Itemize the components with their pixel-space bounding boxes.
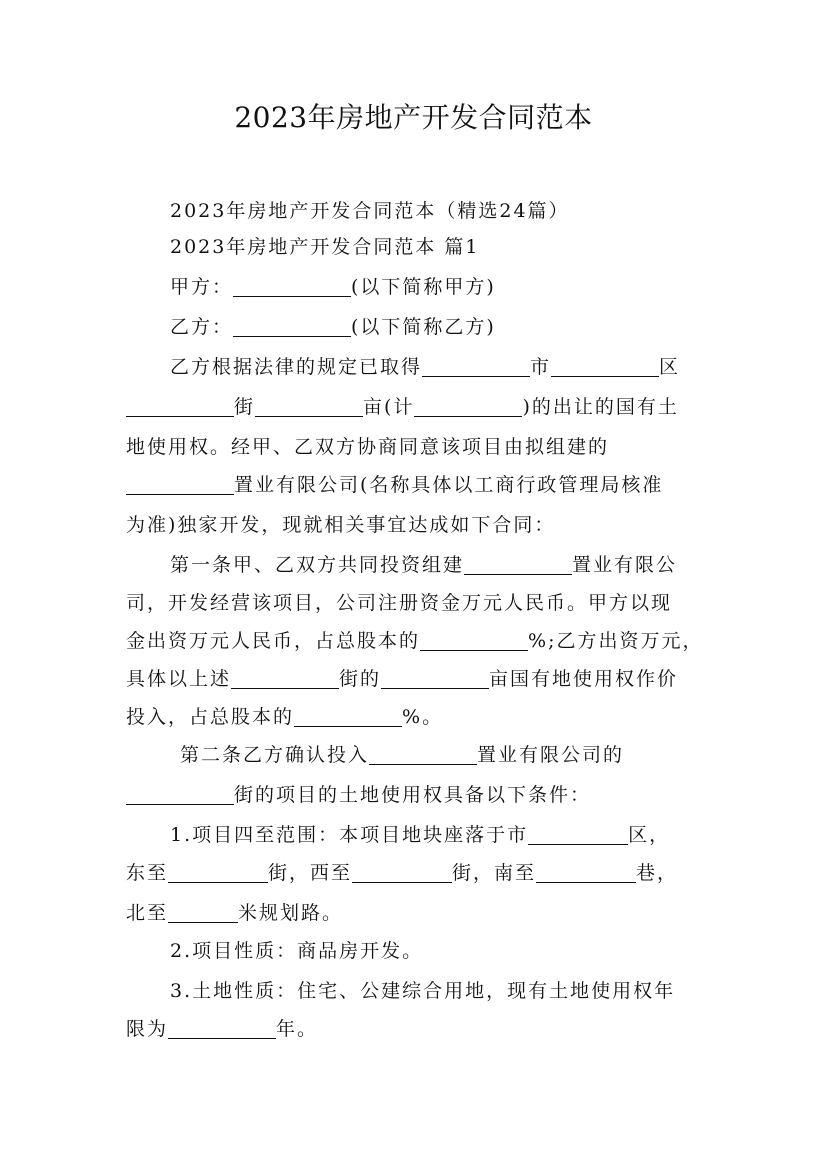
- item-3-line: [126, 1014, 706, 1044]
- article-1-line: [126, 626, 706, 656]
- fill-blank: [536, 860, 636, 883]
- fill-blank: [528, 822, 628, 845]
- text-run: 北至: [126, 902, 169, 924]
- text-run: 东至: [126, 862, 169, 884]
- text-run: 乙方根据法律的规定已取得: [170, 356, 423, 378]
- item-2-line: 2.项目性质：商品房开发。: [170, 940, 424, 962]
- item-1-line: [170, 820, 706, 850]
- text-run: %。: [402, 706, 444, 728]
- fill-blank: [126, 394, 234, 417]
- fill-blank: [381, 666, 489, 689]
- text-run: 置业有限公: [572, 554, 678, 576]
- text-run: 区，: [628, 824, 671, 846]
- fill-blank: [231, 666, 339, 689]
- text-run: 置业有限公司(名称具体以工商行政管理局核准: [234, 474, 664, 496]
- text-run: 置业有限公司的: [477, 744, 625, 766]
- article-1-line: [126, 664, 706, 694]
- text-run: 亩(计: [363, 396, 415, 418]
- paragraph-line: [126, 392, 706, 422]
- text-run: 街: [234, 396, 256, 418]
- fill-blank: [168, 900, 238, 923]
- party-b-line: [170, 312, 706, 342]
- fill-blank: [464, 552, 572, 575]
- article-2-line: [180, 740, 706, 770]
- fill-blank: [294, 704, 402, 727]
- fill-blank: [126, 782, 234, 805]
- text-run: 街，南至: [452, 862, 537, 884]
- item-1-line: [126, 858, 706, 888]
- fill-blank: [414, 394, 522, 417]
- party-b-blank: [233, 314, 351, 337]
- text-run: 街，西至: [268, 862, 353, 884]
- fill-blank: [168, 1016, 276, 1039]
- fill-blank: [369, 742, 477, 765]
- fill-blank: [551, 354, 659, 377]
- text-run: 具体以上述: [126, 668, 232, 690]
- paragraph-line: [126, 470, 706, 500]
- text-run: %;乙方出资万元，: [528, 630, 704, 652]
- party-b-label: 乙方：: [170, 316, 234, 338]
- document-subtitle: 2023年房地产开发合同范本（精选24篇）: [170, 200, 570, 222]
- fill-blank: [255, 394, 363, 417]
- paragraph-line: 地使用权。经甲、乙双方协商同意该项目由拟组建的: [126, 436, 610, 458]
- article-1-line: [170, 550, 706, 580]
- fill-blank: [126, 472, 234, 495]
- party-a-suffix: (以下简称甲方): [351, 276, 496, 298]
- fill-blank: [352, 860, 452, 883]
- text-run: 1.项目四至范围：本项目地块座落于市: [170, 824, 529, 846]
- party-b-suffix: (以下简称乙方): [351, 316, 496, 338]
- text-run: 区: [659, 356, 681, 378]
- text-run: 限为: [126, 1018, 169, 1040]
- paragraph-line: [170, 352, 706, 382]
- text-run: 第二条乙方确认投入: [180, 744, 370, 766]
- text-run: 亩国有地使用权作价: [489, 668, 679, 690]
- article-1-line: [126, 702, 706, 732]
- item-1-line: [126, 898, 706, 928]
- text-run: 年。: [276, 1018, 319, 1040]
- fill-blank: [420, 628, 528, 651]
- text-run: 投入，占总股本的: [126, 706, 295, 728]
- document-title: 2023年房地产开发合同范本: [234, 101, 593, 134]
- party-a-line: [170, 272, 706, 302]
- text-run: )的出让的国有土: [522, 396, 679, 418]
- party-a-label: 甲方：: [170, 276, 234, 298]
- article-2-line: [126, 780, 706, 810]
- text-run: 金出资万元人民币，占总股本的: [126, 630, 421, 652]
- item-3-line: 3.土地性质：住宅、公建综合用地，现有土地使用权年: [170, 980, 676, 1002]
- text-run: 巷，: [636, 862, 679, 884]
- party-a-blank: [233, 274, 351, 297]
- text-run: 街的: [339, 668, 382, 690]
- text-run: 米规划路。: [238, 902, 344, 924]
- paragraph-line: 为准)独家开发，现就相关事宜达成如下合同：: [126, 514, 556, 536]
- chapter-heading: 2023年房地产开发合同范本 篇1: [170, 236, 480, 258]
- text-run: 市: [530, 356, 552, 378]
- text-run: 第一条甲、乙双方共同投资组建: [170, 554, 465, 576]
- fill-blank: [422, 354, 530, 377]
- article-1-line: 司，开发经营该项目，公司注册资金万元人民币。甲方以现: [126, 592, 673, 614]
- fill-blank: [168, 860, 268, 883]
- text-run: 街的项目的土地使用权具备以下条件：: [234, 784, 592, 806]
